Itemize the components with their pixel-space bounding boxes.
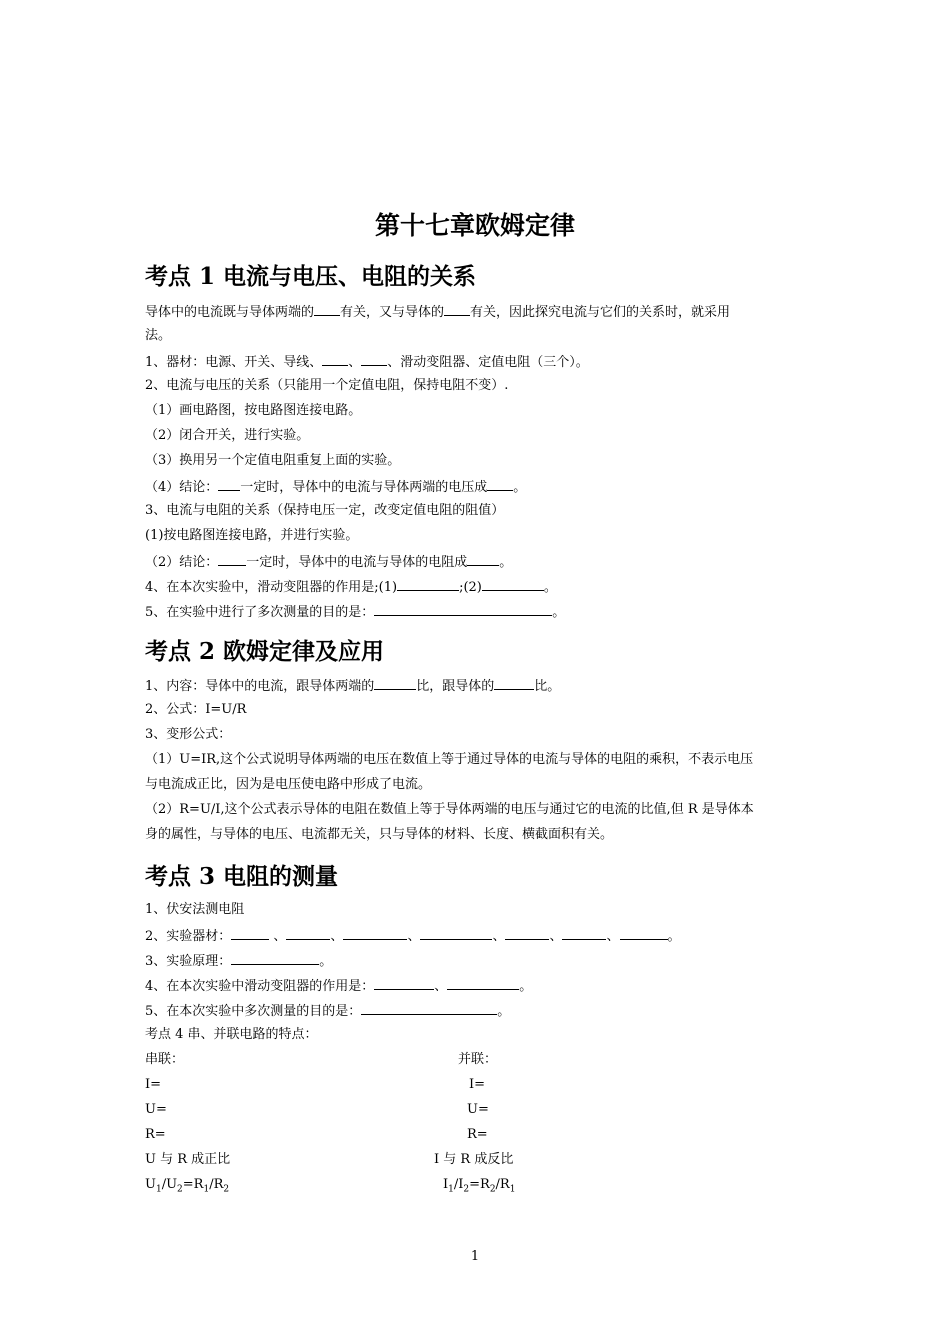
blank xyxy=(231,951,319,965)
page-number: 1 xyxy=(470,1249,480,1264)
sec3-item-3: 3、实验原理： 。 xyxy=(145,951,332,971)
sec2-item-1: 1、内容：导体中的电流，跟导体两端的 比，跟导体的 比。 xyxy=(145,676,560,696)
sec1-item-5: （3）换用另一个定值电阻重复上面的实验。 xyxy=(145,453,401,468)
blank xyxy=(494,676,534,690)
sec1-item-4: （2）闭合开关，进行实验。 xyxy=(145,428,310,443)
sec1-item-6: （4）结论： 一定时，导体中的电流与导体两端的电压成 。 xyxy=(145,477,526,497)
sec3-item-5: 5、在本次实验中多次测量的目的是： 。 xyxy=(145,1001,510,1021)
blank xyxy=(505,926,549,940)
blank xyxy=(343,926,407,940)
blank xyxy=(314,302,340,316)
series-relation: U 与 R 成正比 xyxy=(145,1152,231,1167)
blank xyxy=(286,926,330,940)
blank xyxy=(374,676,416,690)
blank xyxy=(218,477,240,491)
sec1-item-10: 4、在本次实验中，滑动变阻器的作用是;(1) ;(2) 。 xyxy=(145,577,557,597)
blank xyxy=(482,577,544,591)
sec1-item-3: （1）画电路图，按电路图连接电路。 xyxy=(145,403,362,418)
sec1-item-2: 2、电流与电压的关系（只能用一个定值电阻，保持电阻不变）. xyxy=(145,378,509,393)
sec3-item-2: 2、实验器材： 、 、 、 、 、 、 。 xyxy=(145,926,681,946)
parallel-ratio: $I_1/I_2=R_2/R_1$ xyxy=(443,1177,516,1195)
blank xyxy=(374,602,552,616)
sec2-item-3: 3、变形公式： xyxy=(145,727,232,742)
sec1-item-9: （2）结论： 一定时，导体中的电流与导体的电阻成 。 xyxy=(145,552,512,572)
blank xyxy=(218,552,246,566)
blank xyxy=(361,352,387,366)
sec1-item-8: (1)按电路图连接电路，并进行实验。 xyxy=(145,528,359,543)
blank xyxy=(467,552,499,566)
blank xyxy=(231,926,269,940)
blank xyxy=(397,577,459,591)
page-title: 第十七章欧姆定律 xyxy=(374,211,575,240)
blank xyxy=(620,926,668,940)
sec1-item-11: 5、在实验中进行了多次测量的目的是： 。 xyxy=(145,602,565,622)
series-resistance: R= xyxy=(145,1127,166,1142)
sec2-item-2: 2、公式：I=U/R xyxy=(145,702,247,717)
sec2-item-5: 与电流成正比，因为是电压使电路中形成了电流。 xyxy=(145,777,432,792)
parallel-resistance: R= xyxy=(467,1127,488,1142)
blank xyxy=(374,976,434,990)
parallel-label: 并联： xyxy=(458,1052,498,1067)
blank xyxy=(487,477,513,491)
sec1-intro-line-2: 法。 xyxy=(145,328,172,343)
section-2-heading: 考点 2 欧姆定律及应用 xyxy=(145,638,385,665)
series-voltage: U= xyxy=(145,1102,167,1117)
sec3-item-1: 1、伏安法测电阻 xyxy=(145,902,245,917)
section-4-heading: 考点 4 串、并联电路的特点： xyxy=(145,1027,318,1042)
parallel-voltage: U= xyxy=(467,1102,489,1117)
sec3-item-4: 4、在本次实验中滑动变阻器的作用是： 、 。 xyxy=(145,976,532,996)
blank xyxy=(322,352,348,366)
sec2-item-6: （2）R=U/I,这个公式表示导体的电阻在数值上等于导体两端的电压与通过它的电流的比值,但 R 是导体本 xyxy=(145,802,754,817)
series-ratio: $U_1/U_2=R_1/R_2$ xyxy=(145,1177,230,1195)
sec1-item-1: 1、器材：电源、开关、导线、 、 、滑动变阻器、定值电阻（三个）。 xyxy=(145,352,589,372)
parallel-relation: I 与 R 成反比 xyxy=(434,1152,514,1167)
sec1-item-7: 3、电流与电阻的关系（保持电压一定，改变定值电阻的阻值） xyxy=(145,503,505,518)
sec2-item-4: （1）U=IR,这个公式说明导体两端的电压在数值上等于通过导体的电流与导体的电阻的乘积，不表示电压 xyxy=(145,752,754,767)
blank xyxy=(444,302,470,316)
blank xyxy=(361,1001,497,1015)
blank xyxy=(562,926,606,940)
blank xyxy=(420,926,492,940)
section-1-heading: 考点 1 电流与电压、电阻的关系 xyxy=(145,263,477,290)
parallel-current: I= xyxy=(469,1077,486,1092)
sec1-intro-line: 导体中的电流既与导体两端的 有关，又与导体的 有关，因此探究电流与它们的关系时，就采用 xyxy=(145,302,730,322)
section-3-heading: 考点 3 电阻的测量 xyxy=(145,863,339,890)
series-current: I= xyxy=(145,1077,162,1092)
series-label: 串联： xyxy=(145,1052,185,1067)
sec2-item-7: 身的属性，与导体的电压、电流都无关，只与导体的材料、长度、横截面积有关。 xyxy=(145,827,614,842)
blank xyxy=(447,976,519,990)
